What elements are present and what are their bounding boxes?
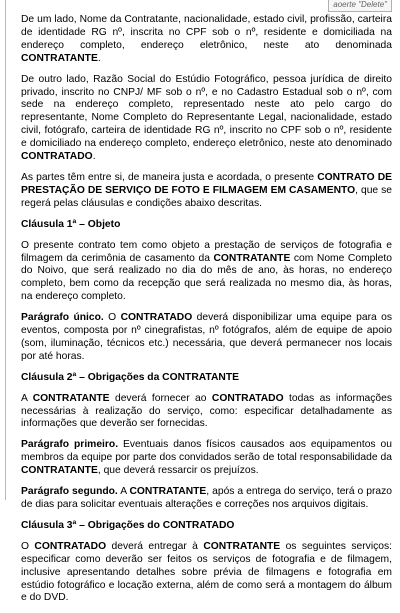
contract-body (21, 14, 392, 613)
clause-1-body (21, 240, 392, 305)
paragraph-text: O (21, 540, 35, 552)
paragraph-label: Parágrafo primeiro. (21, 439, 119, 451)
paragraph-bold-term: CONTRATADO (211, 392, 284, 404)
paragraph-bold-term: CONTRATANTE (129, 486, 207, 498)
clause-3-body (21, 541, 392, 606)
comment-tag[interactable]: aoerte "Delete" (328, 0, 392, 12)
paragraph-bold-term: CONTRATADO (21, 151, 93, 163)
paragraph-text: todas as informações necessárias à realização do serviço, como: especificar detalhadamente as informações que deverão ser fornecidas. (21, 392, 392, 430)
paragraph-bold-term: CONTRATANTE (21, 465, 98, 477)
paragraph-text: A (117, 486, 130, 498)
paragraph-text: . (97, 52, 101, 64)
paragraph-text: . (92, 151, 96, 163)
paragraph-label: Parágrafo único. (21, 312, 104, 324)
paragraph-text: De um lado, Nome da Contratante, nacionalidade, estado civil, profissão, carteira de identidade RG nº, inscrita no CPF sob o nº, residente e domiciliada na endereço completo, endereço eletrônico, neste ato denominada (21, 14, 392, 51)
clause-1-heading: Cláusula 1ª – Objeto (21, 218, 121, 230)
paragraph-bold-term: CONTRATANTE (203, 540, 281, 552)
paragraph-text: De outro lado, Razão Social do Estúdio Fotográfico, pessoa jurídica de direito privado, inscrito no CNPJ/ MF sob o nº, e no Cadastro Estadual sob o nº, com sede na endereço completo, representado neste ato pelo cargo do representante, Nome Completo do Representante Legal, nacionalidade, estado civil, fotógrafo, carteira de identidade RG nº, inscrito no CPF sob o nº, residente e domiciliado na endereço completo, endereço eletrônico, neste ato denominado (21, 73, 392, 150)
paragraph-text: , após a entrega do serviço, terá o prazo de dias para solicitar eventuais alterações e correções nos arquivos digitais. (21, 486, 392, 510)
clause-2-first-paragraph (21, 439, 392, 478)
paragraph-text: As partes têm entre si, de maneira justa e acordada, o presente (21, 171, 318, 183)
paragraph-bold-term: CONTRATADO (120, 312, 193, 324)
paragraph-text: Eventuais danos físicos causados aos equipamentos ou membros da equipe por parte dos convidados serão de total responsabilidade da (21, 439, 392, 464)
paragraph-text: A (21, 392, 33, 404)
paragraph-text: deverá entregar à (106, 540, 204, 552)
party-contratado-paragraph (21, 74, 392, 164)
paragraph-text: O (103, 312, 121, 324)
clause-2-heading: Cláusula 2ª – Obrigações da CONTRATANTE (21, 371, 239, 383)
paragraph-text: , que deverá ressarcir os prejuízos. (97, 465, 259, 477)
paragraph-text: com Nome Completo do Noivo, que será realizado no dia do mês de ano, às horas, no endereço completo, bem como da recepção que será realizada no mesmo dia, às horas, na endereço completo. (21, 252, 392, 303)
clause-2-body (21, 393, 392, 432)
clause-1-sole-paragraph (21, 312, 392, 364)
paragraph-text: deverá disponibilizar uma equipe para os eventos, composta por nº cinegrafistas, nº fotógrafos, além de equipe de apoio (som, iluminação, técnicos etc.) necessária, que deverá permanecer nos locais por até horas. (21, 312, 393, 362)
paragraph-text: os seguintes serviços: especificar como deverão ser feitos os serviços de fotografia e de filmagem, inclusive apresentando detalhes sobre prévia de filmagens e fotografia em estúdio fotográfico e locação externa, além de como será a montagem do álbum e do DVD. (21, 540, 392, 604)
paragraph-text: , que se regerá pelas cláusulas e condições abaixo descritas. (21, 184, 392, 209)
clause-2-second-paragraph (21, 486, 392, 512)
margin-rule (5, 0, 6, 500)
paragraph-label: Parágrafo segundo. (21, 486, 118, 498)
paragraph-text: deverá fornecer ao (109, 392, 212, 404)
paragraph-bold-term: CONTRATANTE (32, 392, 110, 404)
clause-3-heading: Cláusula 3ª – Obrigações do CONTRATADO (21, 519, 235, 531)
agreement-paragraph (21, 172, 392, 211)
paragraph-text: O presente contrato tem como objeto a prestação de serviços de fotografia e filmagem da cerimônia de casamento da (21, 239, 392, 264)
contract-title: CONTRATO DE PRESTAÇÃO DE SERVIÇO DE FOTO E FILMAGEM EM CASAMENTO (21, 171, 392, 196)
paragraph-bold-term: CONTRATANTE (21, 52, 98, 64)
paragraph-bold-term: CONTRATADO (34, 540, 107, 552)
paragraph-bold-term: CONTRATANTE (213, 252, 291, 264)
party-contratante-paragraph (21, 14, 392, 66)
